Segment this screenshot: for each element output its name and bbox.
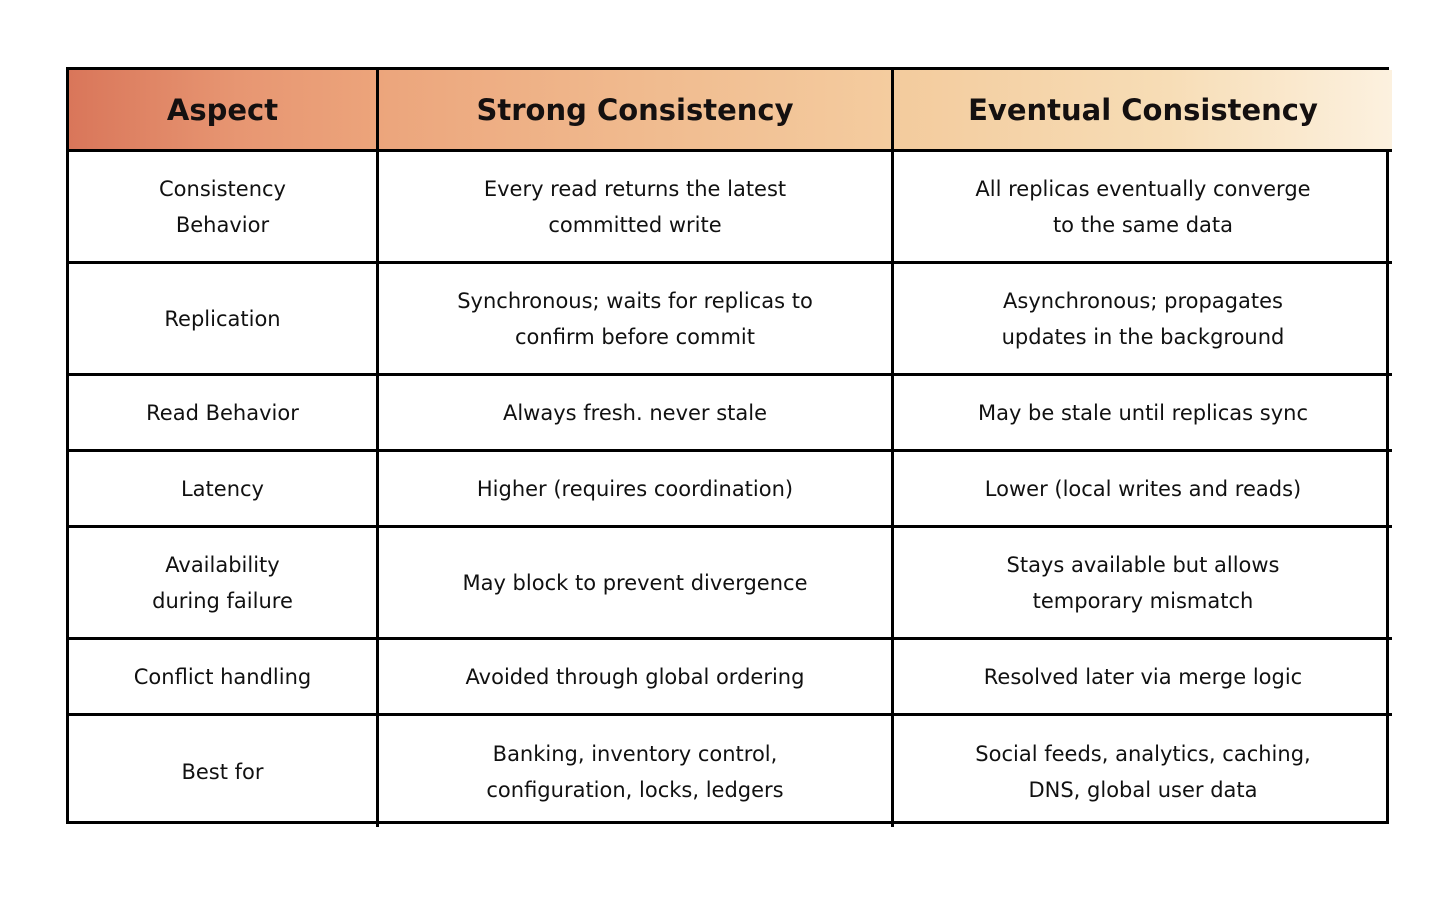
- table-cell-eventual: [894, 152, 1392, 264]
- table-cell-strong: [379, 152, 894, 264]
- row-availability-strong: May block to prevent divergence: [462, 570, 808, 595]
- table-cell-eventual: [894, 528, 1392, 640]
- table-cell-strong: [379, 528, 894, 640]
- table-cell-aspect: [69, 716, 379, 827]
- row-replication-aspect: Replication: [164, 306, 281, 331]
- table-cell-strong: [379, 716, 894, 827]
- row-read-behavior-eventual: May be stale until replicas sync: [977, 400, 1309, 425]
- row-latency-aspect: Latency: [180, 476, 264, 501]
- header-eventual-label: Eventual Consistency: [968, 92, 1318, 127]
- table-cell-eventual: [894, 452, 1392, 528]
- table-cell-strong: [379, 264, 894, 376]
- table-cell-eventual: [894, 640, 1392, 716]
- row-best-for-aspect: Best for: [181, 759, 264, 784]
- header-eventual-consistency: [894, 70, 1392, 152]
- row-latency-strong: Higher (requires coordination): [476, 476, 794, 501]
- header-strong-consistency: [379, 70, 894, 152]
- row-conflict-handling-aspect: Conflict handling: [133, 664, 312, 689]
- table-cell-aspect: [69, 528, 379, 640]
- row-consistency-behavior-eventual: All replicas eventually converge to the same data: [975, 176, 1311, 237]
- row-replication-strong: Synchronous; waits for replicas to confirm before commit: [457, 288, 813, 349]
- table-cell-strong: [379, 376, 894, 452]
- table-cell-aspect: [69, 264, 379, 376]
- header-aspect: [69, 70, 379, 152]
- table-cell-aspect: [69, 640, 379, 716]
- row-best-for-strong: Banking, inventory control, configuration, locks, ledgers: [486, 741, 784, 802]
- row-consistency-behavior-aspect: Consistency Behavior: [159, 176, 286, 237]
- table-cell-strong: [379, 452, 894, 528]
- row-availability-eventual: Stays available but allows temporary mismatch: [1006, 552, 1280, 613]
- table-cell-strong: [379, 640, 894, 716]
- row-latency-eventual: Lower (local writes and reads): [984, 476, 1302, 501]
- table-cell-eventual: [894, 376, 1392, 452]
- row-availability-aspect: Availability during failure: [152, 552, 293, 613]
- table-cell-eventual: [894, 716, 1392, 827]
- row-read-behavior-aspect: Read Behavior: [146, 400, 299, 425]
- table-cell-aspect: [69, 452, 379, 528]
- comparison-table: [66, 67, 1389, 824]
- table-cell-aspect: [69, 152, 379, 264]
- row-read-behavior-strong: Always fresh. never stale: [502, 400, 768, 425]
- row-consistency-behavior-strong: Every read returns the latest committed write: [483, 176, 787, 237]
- row-conflict-handling-eventual: Resolved later via merge logic: [983, 664, 1303, 689]
- table-cell-eventual: [894, 264, 1392, 376]
- row-best-for-eventual: Social feeds, analytics, caching, DNS, global user data: [975, 741, 1311, 802]
- table-cell-aspect: [69, 376, 379, 452]
- header-strong-label: Strong Consistency: [476, 92, 794, 127]
- row-conflict-handling-strong: Avoided through global ordering: [465, 664, 805, 689]
- header-aspect-label: Aspect: [166, 92, 279, 127]
- row-replication-eventual: Asynchronous; propagates updates in the background: [1001, 288, 1285, 349]
